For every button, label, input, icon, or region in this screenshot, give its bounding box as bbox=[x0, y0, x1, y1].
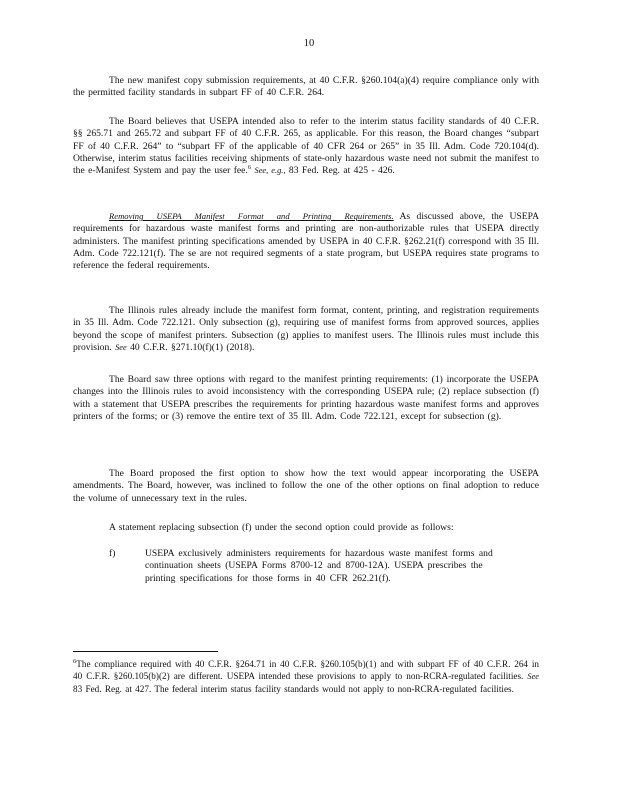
paragraph-text: The Board believes that USEPA intended also to refer to the interim status facility standards of 40 C.F.R. §§ 265.71 and 265.72 and subpart FF of 40 C.F.R. 265, as applicable. For this reason, the Board changes “subpart FF of 40 C.F.R. 264” to “subpart FF of the applicable of 40 CFR 264 or 265” in 35 Ill. Adm. Code 720.104(d). Otherwise, interim status facilities receiving shipments of state-only hazardous waste need not submit the manifest to the e-Manifest System and pay the user fee. bbox=[73, 116, 539, 177]
paragraph-illinois-rules bbox=[73, 305, 539, 354]
paragraph-manifest-copy-submission bbox=[73, 75, 539, 100]
citation-signal: See, e.g., bbox=[254, 166, 286, 176]
footnote-text-continued: 83 Fed. Reg. at 427. The federal interim status facility standards would not apply to non-RCRA-regulated facilities. bbox=[73, 684, 514, 694]
footnote-divider bbox=[73, 651, 218, 652]
paragraph-text: As discussed above, the USEPA requirements for hazardous waste manifest forms and printing are non-authorizable rules that USEPA directly administers. The manifest printing specifications amended by USEPA in 40 C.F.R. §262.21(f) correspond with 35 Ill. Adm. Code 722.121(f). The se are not required segments of a state program, but USEPA requires state programs to reference the federal requirements. bbox=[73, 211, 540, 272]
paragraph-removing-requirements bbox=[73, 210, 539, 272]
list-marker: f) bbox=[109, 548, 116, 559]
paragraph-statement-intro bbox=[73, 522, 539, 534]
footnote bbox=[73, 658, 539, 695]
citation-text: 83 Fed. Reg. at 425 - 426. bbox=[288, 165, 395, 177]
list-text: USEPA exclusively administers requirements for hazardous waste manifest forms and continuation sheets (USEPA Forms 8700-12 and 8700-12A). USEPA prescribes the printing specifications for those forms in 40 CFR 262.21(f). bbox=[145, 548, 493, 584]
paragraph-board-believes bbox=[73, 116, 539, 177]
footnote-text: The compliance required with 40 C.F.R. §264.71 in 40 C.F.R. §260.105(b)(1) and with subpart FF of 40 C.F.R. 264 in 40 C.F.R. §260.105(b)(2) are different. USEPA intended these provisions to apply to non-RCRA-regulated facilities. bbox=[73, 659, 539, 681]
page-number: 10 bbox=[303, 38, 315, 49]
citation-signal: See bbox=[115, 342, 127, 352]
paragraph-text: The Board saw three options with regard to the manifest printing requirements: (1) incorporate the USEPA changes into the Illinois rules to avoid inconsistency with the corresponding USEPA rule; (2) replace subsection (f) with a statement that USEPA prescribes the requirements for printing hazardous waste manifest forms and approves printers of the forms; or (3) remove the entire text of 35 Ill. Adm. Code 722.121, except for subsection (g). bbox=[73, 374, 539, 422]
paragraph-text: The new manifest copy submission requirements, at 40 C.F.R. §260.104(a)(4) require compliance only with the permitted facility standards in subpart FF of 40 C.F.R. 264. bbox=[73, 75, 539, 99]
citation-signal: See bbox=[527, 672, 540, 681]
paragraph-text: The Board proposed the first option to show how the text would appear incorporating the USEPA amendments. The Board, however, was inclined to follow the one of the other options on final adoption to reduce the volume of unnecessary text in the rules. bbox=[73, 468, 539, 504]
footnote-reference[interactable]: 6 bbox=[247, 164, 252, 171]
footnote-number: 6 bbox=[73, 657, 77, 665]
paragraph-text: The Illinois rules already include the manifest form format, content, printing, and registration requirements in 35 Ill. Adm. Code 722.121. Only subsection (g), requiring use of manifest forms from approved sources, applies beyond the scope of manifest printers. Subsection (g) applies to manifest users. The Illinois rules must include this provision. bbox=[73, 305, 539, 353]
paragraph-board-proposed bbox=[73, 468, 539, 505]
paragraph-three-options bbox=[73, 374, 539, 423]
paragraph-text: A statement replacing subsection (f) under the second option could provide as follows: bbox=[109, 522, 454, 533]
section-heading: Removing USEPA Manifest Format and Printing Requirements. bbox=[109, 211, 394, 221]
citation-text: 40 C.F.R. §271.10(f)(1) (2018). bbox=[130, 341, 255, 353]
